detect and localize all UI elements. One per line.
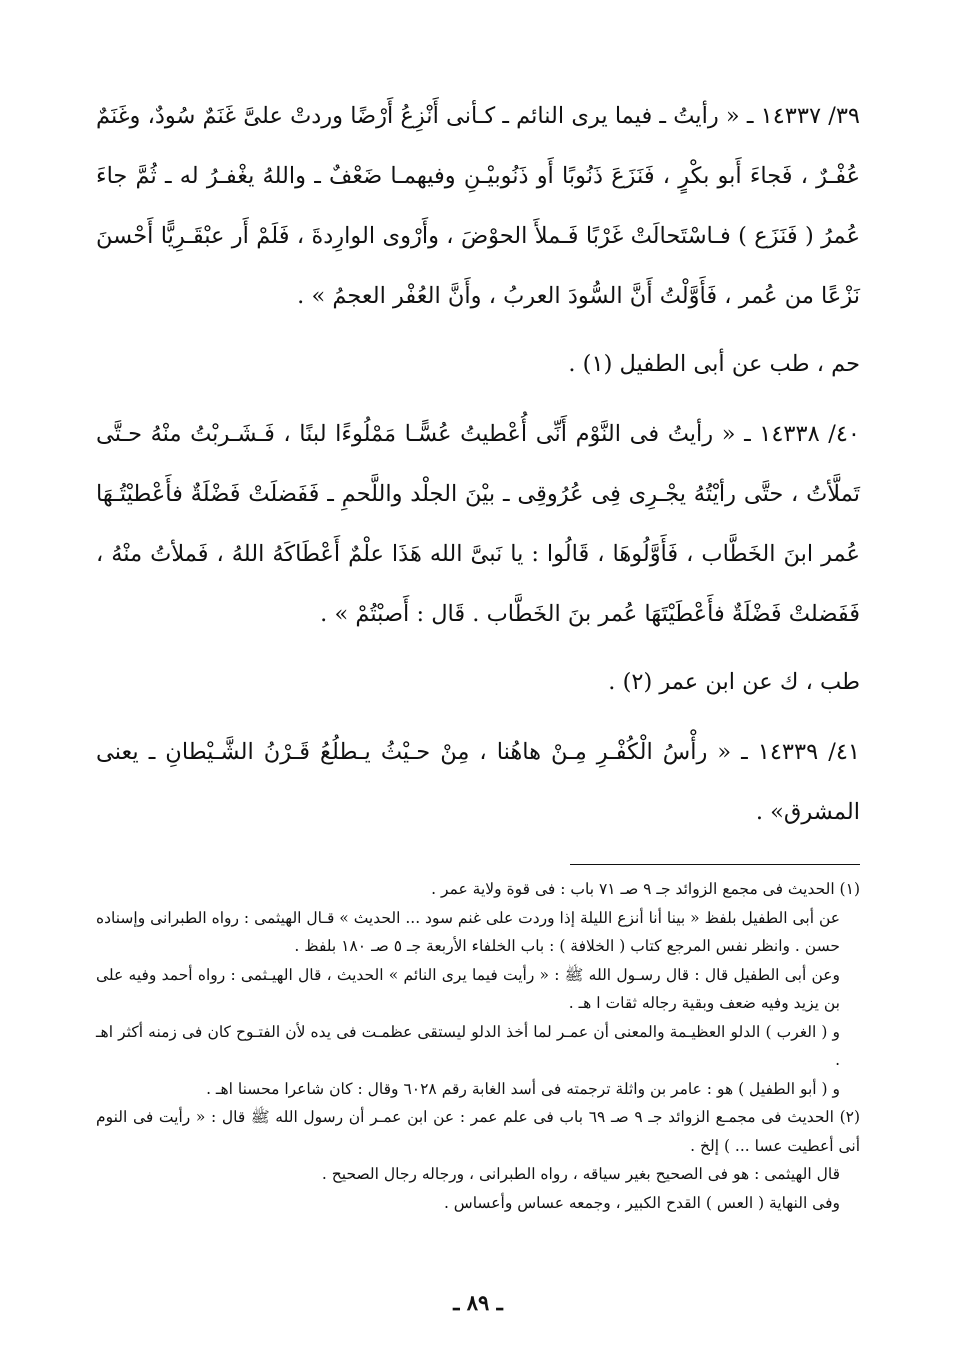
footnotes — [96, 875, 860, 1217]
footnote-1-paragraph: عن أبى الطفيل بلفظ « بينا أنا أنزع الليلة إذا وردت على غنم سود ... الحديث » قـال الهيثمى : رواه الطبرانى وإسناده حسن . وانظر نفس المرجع كتاب ( الخلافة ) : باب الخلفاء الأربعة جـ ٥ صـ ١٨٠ بلفظ . — [96, 908, 840, 955]
footnote-1-heading: (١) الحديث فى مجمع الزوائد جـ ٩ صـ ٧١ باب : فى قوة ولاية عمر . — [431, 880, 860, 898]
hadith-40: ٤٠/ ١٤٣٣٨ ـ « رأيتُ فى النَّوْم أَنِّى أُعْطيتُ عُسًّـا مَمْلُوءًا لبنًا ، فَـشَـربْتُ منْهُ حـتَّى تَملَّأتُ ، حتَّى رأيْتُهُ يجْـرِى فِى عُرُوقِى ـ بيْنَ الجلْد واللَّحمِ ـ فَفَضلَتْ فَضْلَةٌ فأَعْطيْتُـهَا عُمر ابنَ الخَطَّاب ، فَأَوَّلُوهَا ، قَالُوا : يا نَبىَّ الله هَذَا علْمٌ أَعْطَاكَهُ اللهُ ، فَملأتُ منْهُ ، فَفَضلتْ فَضْلَةٌ فأَعْطَيْتَهَا عُمر بنَ الخَطَّاب . قَال : أَصبْتُمْ » . — [96, 421, 860, 627]
footnote-1-paragraph: وعن أبى الطفيل قال : قال رسـول الله ﷺ : « رأيت فيما يرى النائم » الحديث ، قال الهيـثمى : رواه أحمد وفيه على بن يزيد وفيه ضعف وبقية رجاله ثقات ا هـ . — [96, 965, 840, 1012]
page-number: ـ ٨٩ ـ — [453, 1290, 503, 1315]
footnote-2-paragraph: وفى النهاية ( العس ) القدح الكبير ، وجمعه عساس وأعساس . — [443, 1193, 840, 1212]
hadith-41: ٤١/ ١٤٣٣٩ ـ « رأْسُ الْكُفْـرِ مِـنْ هاهُنا ، مِنْ حـيْثُ يـطلُعُ قَـرْنُ الشَّـيْطانِ ـ يعنى المشرق» . — [96, 739, 860, 825]
footnote-2-paragraph: قال الهيثمى : هو فى الصحيح بغير سياقه ، رواه الطبرانى ، ورجاله رجال الصحيح . — [321, 1165, 840, 1183]
footnote-2-heading: (٢) الحديث فى مجمـع الزوائد جـ ٩ صـ ٦٩ باب فى علم عمر : عن ابن عمـر أن رسول الله ﷺ قال : « رأيت فى النوم أنى أعطيت عسا ... ) إلخ . — [96, 1108, 861, 1155]
hadith-39: ٣٩/ ١٤٣٣٧ ـ « رأيتُ ـ فيما يرى النائم ـ كـأنى أَنْزِعُ أَرْضًا وردتْ علىَّ غَنَمٌ سُودٌ، وغَنَمٌ عُفْـرٌ ، فَجاءَ أَبو بكْرٍ ، فَنَزَعَ ذَنُوبًا أَو ذَنُوبيْـنِ وفيهمـا ضَعْفٌ ـ واللهُ يغْفـرُ له ـ ثُمَّ جاءَ عُمرُ ( فَنَزَع ) فـاسْتَحالَتْ غَرْبًا فَـملأَ الحوْضَ ، وأَرْوى الوارِدةَ ، فَلَمْ أَر عبْقَـرِيًّا أَحْسنَ نَزْعًا من عُمر ، فَأَوَّلْتُ أَنَّ السُّودَ العربُ ، وأَنَّ العُفْر العجمُ » . — [96, 103, 861, 309]
main-text — [96, 86, 860, 842]
footnote-1-paragraph: و ( الغرب ) الدلو العظيـمة والمعنى أن عمـر لما أخذ الدلو ليستقى عظمـت فى يده لأن الفتـوح كان فى زمنه أكثر اهـ . — [96, 1022, 840, 1069]
footnote-1-paragraph: و ( أبو الطفيل ) هو : عامر بن واثلة ترجمته فى أسد الغابة رقم ٦٠٢٨ وقال : كان شاعرا محسنا اهـ . — [206, 1079, 840, 1098]
footnote-divider — [570, 864, 860, 865]
hadith-39-source: حم ، طب عن أبى الطفيل (١) . — [568, 351, 860, 377]
hadith-40-source: طب ، ك عن ابن عمر (٢) . — [608, 669, 860, 695]
